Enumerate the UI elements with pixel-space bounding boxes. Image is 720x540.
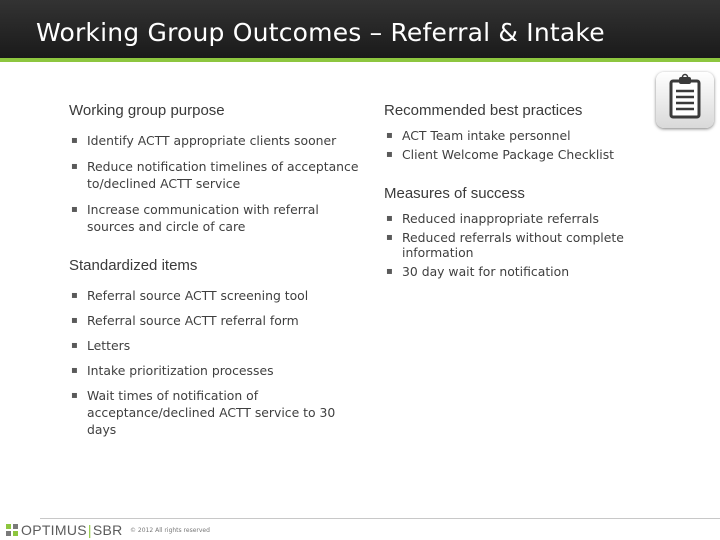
measures-list [384,211,674,279]
logo-text: OPTIMUS|SBR [21,522,123,538]
list-item: ▪ Referral source ACTT referral form [69,312,359,329]
list-item: ▪ Identify ACTT appropriate clients sooner [69,132,359,149]
best-practices-heading: Recommended best practices [384,102,583,119]
purpose-heading: Working group purpose [69,102,225,119]
title-accent-rule [0,58,720,62]
left-column [69,102,359,446]
purpose-list [69,132,359,235]
logo-mark-icon [6,524,18,536]
list-item: ▪ Client Welcome Package Checklist [384,147,674,162]
best-practices-list [384,128,674,162]
list-item: ▪ ACT Team intake personnel [384,128,674,143]
list-item: ▪ Reduced inappropriate referrals [384,211,674,226]
standardized-heading: Standardized items [69,257,198,274]
list-item: ▪ Referral source ACTT screening tool [69,287,359,304]
footer-rule [40,518,720,519]
list-item: ▪ Letters [69,337,359,354]
right-column [384,102,674,283]
list-item: ▪ Reduced referrals without complete information [384,230,674,260]
list-item: ▪ Intake prioritization processes [69,362,359,379]
list-item: ▪ Increase communication with referral sources and circle of care [69,201,359,235]
title-bar [0,0,720,58]
list-item: ▪ Wait times of notification of acceptance/declined ACTT service to 30 days [69,387,359,438]
standardized-list [69,287,359,438]
clipboard-icon [656,72,714,128]
list-item: ▪ Reduce notification timelines of acceptance to/declined ACTT service [69,158,359,192]
copyright-text: © 2012 All rights reserved [130,527,210,534]
slide-title: Working Group Outcomes – Referral & Intake [36,18,605,47]
list-item: ▪ 30 day wait for notification [384,264,674,279]
optimus-sbr-logo [6,522,123,538]
measures-heading: Measures of success [384,185,525,202]
